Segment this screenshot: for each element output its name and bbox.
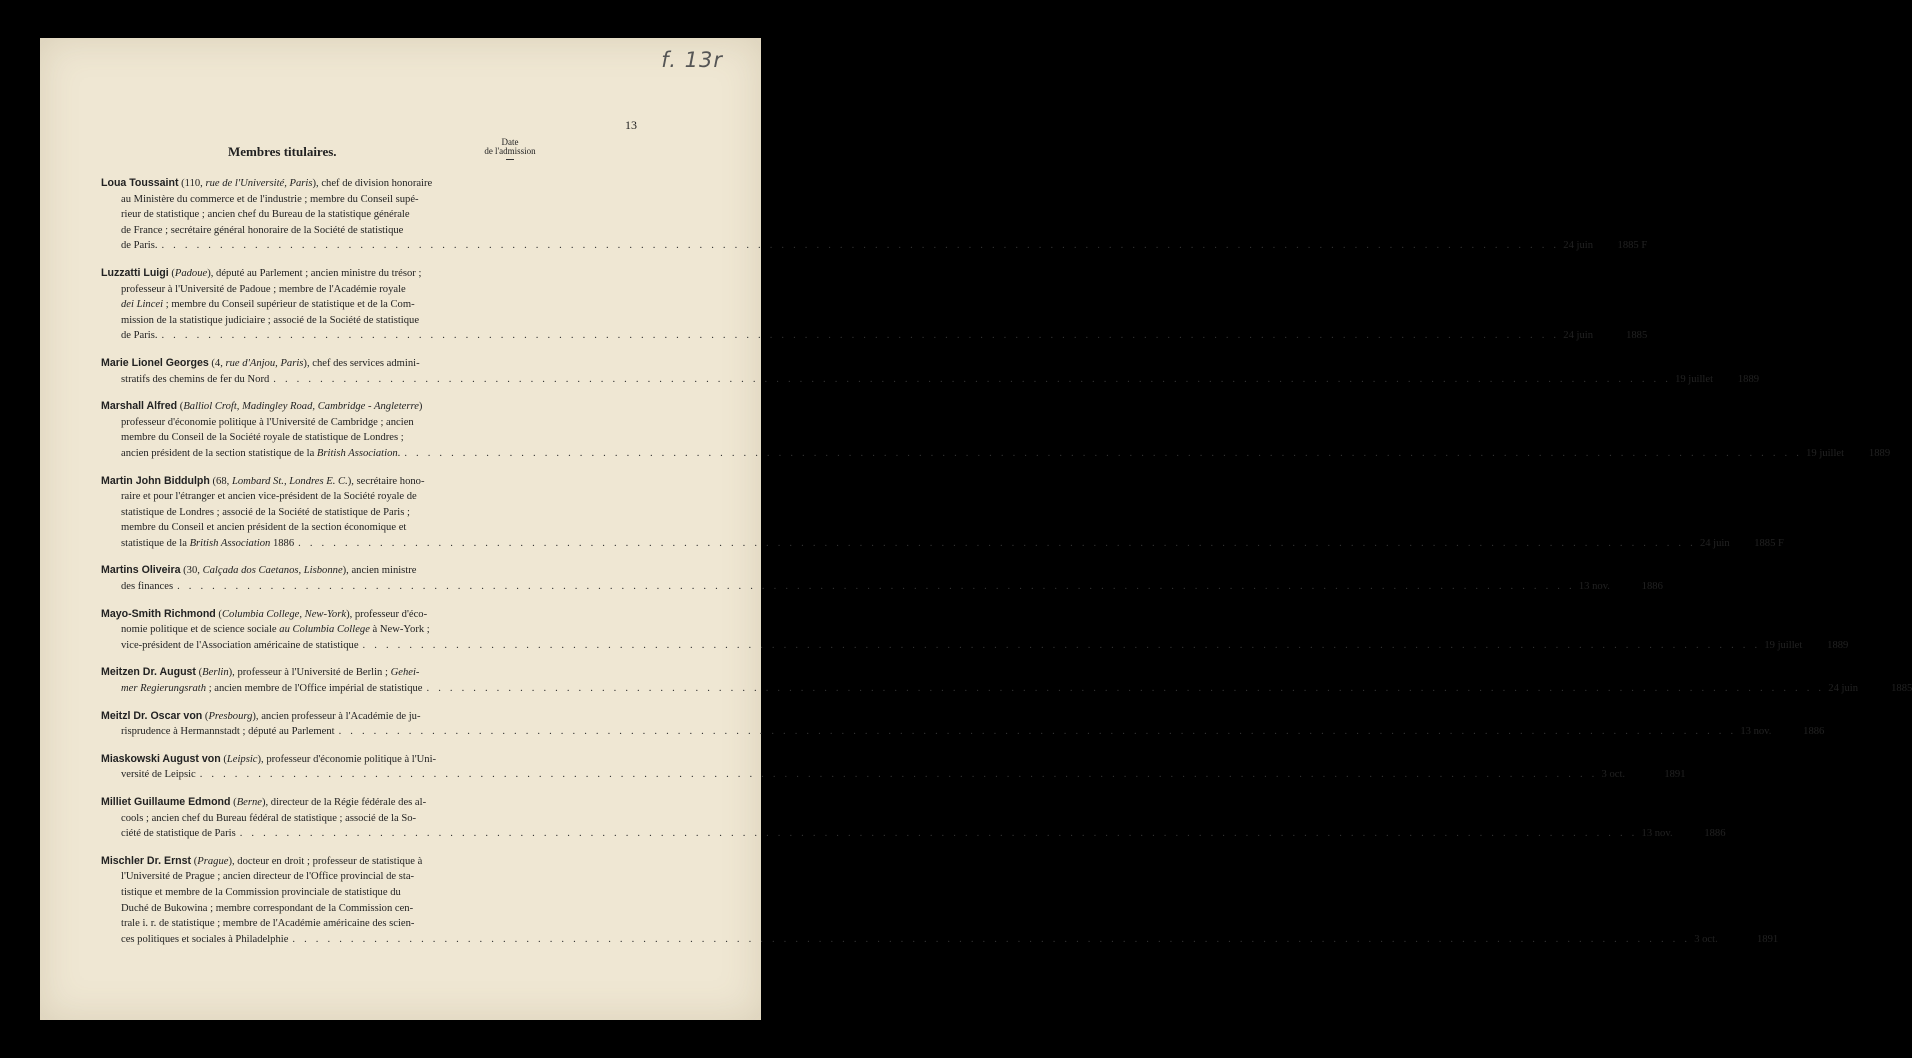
text-run: ; ancien membre de l'Office impérial de statistique: [206, 683, 423, 695]
member-name: Mayo-Smith Richmond: [101, 607, 216, 620]
entry-last-text: [121, 767, 196, 783]
admission-day: 3 oct.: [1694, 933, 1718, 945]
entry-first-line: [101, 665, 561, 681]
leader-dots: . . . . . . . . . . . . . . . . . . . . . . . . . . . . . . . . . . . . . . . . . . . . . . . . . . . . . . . . . . . . . . . . . . . . . . . . . . . . . . . . . . . . . . . . . . . . . . . . . . . . . . . . . . . . . . . . . . . . . . . .: [298, 537, 1696, 549]
text-run: professeur d'économie politique à l'Université de Cambridge ; ancien: [121, 416, 414, 428]
entry-last-text: [121, 446, 400, 462]
entry-line: [101, 916, 561, 932]
text-run: cools ; ancien chef du Bureau fédéral de statistique ; associé de la So-: [121, 812, 417, 824]
entry-line: [101, 207, 561, 223]
text-run: Duché de Bukowina ; membre correspondant de la Commission cen-: [121, 902, 414, 914]
text-run: (: [191, 855, 198, 867]
entry-line: [101, 811, 561, 827]
entry-first-line: [101, 752, 561, 768]
leader-dots: . . . . . . . . . . . . . . . . . . . . . . . . . . . . . . . . . . . . . . . . . . . . . . . . . . . . . . . . . . . . . . . . . . . . . . . . . . . . . . . . . . . . . . . . . . . . . . . . . . . . . . . . . . . . . . . . . . . . . . . .: [177, 581, 1575, 593]
member-entry: [101, 709, 1825, 740]
member-entry: [101, 752, 1686, 783]
text-run: de Paris.: [121, 240, 158, 252]
entry-last-line: [101, 932, 1779, 948]
leader-dots: . . . . . . . . . . . . . . . . . . . . . . . . . . . . . . . . . . . . . . . . . . . . . . . . . . . . . . . . . . . . . . . . . . . . . . . . . . . . . . . . . . . . . . . . . . . . . . . . . . . . . . . . . . . . . . . . . . . . . . . .: [161, 330, 1560, 342]
entry-last-line: [101, 328, 1648, 344]
entry-line: [101, 223, 561, 239]
member-list: [101, 176, 1912, 959]
member-name: Mischler Dr. Ernst: [101, 854, 192, 867]
member-entry: [101, 474, 1784, 552]
leader-dots: . . . . . . . . . . . . . . . . . . . . . . . . . . . . . . . . . . . . . . . . . . . . . . . . . . . . . . . . . . . . . . . . . . . . . . . . . . . . . . . . . . . . . . . . . . . . . . . . . . . . . . . . . . . . . . . . . . . . . . . .: [292, 933, 1691, 945]
admission-year: 1886: [1803, 726, 1825, 738]
entry-last-line: [101, 446, 1891, 462]
admission-year: 1889: [1737, 373, 1760, 385]
text-run: Padoue: [174, 267, 208, 279]
text-run: ces politiques et sociales à Philadelphie: [121, 933, 289, 945]
text-run: (: [202, 710, 209, 722]
text-run: au Ministère du commerce et de l'industrie ; membre du Conseil supé-: [121, 193, 419, 205]
admission-year: 1885 F: [1617, 240, 1648, 252]
member-entry: [101, 266, 1648, 344]
text-run: ancien président de la section statistique de la: [121, 447, 317, 459]
entry-line: [101, 297, 561, 313]
text-run: des finances: [121, 581, 174, 593]
admission-date: [1694, 932, 1778, 948]
text-run: membre du Conseil et ancien président de la section économique et: [121, 522, 407, 534]
member-name: Martins Oliveira: [101, 564, 181, 577]
member-entry: [101, 176, 1648, 254]
entry-last-line: [101, 238, 1648, 254]
admission-day: 24 juin: [1699, 537, 1730, 549]
entry-line: [101, 282, 561, 298]
admission-date: [1740, 724, 1824, 740]
admission-day: 19 juillet: [1806, 447, 1845, 459]
admission-date: [1642, 826, 1726, 842]
text-run: 1886: [270, 537, 295, 549]
text-run: Calçada dos Caetanos, Lisbonne: [202, 565, 343, 577]
text-run: professeur à l'Université de Padoue ; membre de l'Académie royale: [121, 283, 406, 295]
entry-first-line: [101, 795, 561, 811]
admission-day: 13 nov.: [1740, 726, 1772, 738]
text-run: membre du Conseil de la Société royale de statistique de Londres ;: [121, 432, 404, 444]
leader-dots: . . . . . . . . . . . . . . . . . . . . . . . . . . . . . . . . . . . . . . . . . . . . . . . . . . . . . . . . . . . . . . . . . . . . . . . . . . . . . . . . . . . . . . . . . . . . . . . . . . . . . . . . . . . . . . . . . . . . . . . .: [426, 683, 1825, 695]
admission-day: 24 juin: [1828, 683, 1859, 695]
member-name: Luzzatti Luigi: [101, 266, 169, 279]
admission-date: [1675, 372, 1759, 388]
text-run: statistique de la: [121, 537, 190, 549]
entry-last-text: [121, 328, 157, 344]
text-run: tistique et membre de la Commission provinciale de statistique du: [121, 886, 401, 898]
date-header-rule: [506, 159, 514, 160]
leader-dots: . . . . . . . . . . . . . . . . . . . . . . . . . . . . . . . . . . . . . . . . . . . . . . . . . . . . . . . . . . . . . . . . . . . . . . . . . . . . . . . . . . . . . . . . . . . . . . . . . . . . . . . . . . . . . . . . . . . . . . . .: [362, 639, 1761, 651]
entry-first-line: [101, 399, 561, 415]
text-run: mer Regierungsrath: [121, 683, 207, 695]
member-name: Milliet Guillaume Edmond: [101, 796, 231, 808]
entry-line: [101, 415, 561, 431]
member-entry: [101, 795, 1726, 842]
text-run: nomie politique et de science sociale: [121, 624, 280, 636]
entry-last-line: [101, 579, 1663, 595]
text-run: (: [168, 267, 175, 279]
member-name: Marie Lionel Georges: [101, 356, 209, 369]
member-name: Marshall Alfred: [101, 400, 178, 413]
member-entry: [101, 399, 1891, 461]
text-run: ), docteur en droit ; professeur de statistique à: [228, 855, 423, 867]
admission-date: [1806, 446, 1890, 462]
admission-day: 13 nov.: [1578, 581, 1610, 593]
entry-line: [101, 869, 561, 885]
admission-day: 19 juillet: [1675, 373, 1714, 385]
member-entry: [101, 665, 1912, 696]
entry-line: [101, 622, 561, 638]
text-run: au Columbia College: [279, 624, 370, 636]
leader-dots: . . . . . . . . . . . . . . . . . . . . . . . . . . . . . . . . . . . . . . . . . . . . . . . . . . . . . . . . . . . . . . . . . . . . . . . . . . . . . . . . . . . . . . . . . . . . . . . . . . . . . . . . . . . . . . . . . . . . . . . .: [199, 769, 1598, 781]
entry-first-line: [101, 176, 561, 192]
member-name: Loua Toussaint: [101, 177, 179, 189]
date-header-line1: Date: [501, 137, 519, 147]
text-run: de France ; secrétaire général honoraire de la Société de statistique: [121, 224, 404, 236]
text-run: (: [195, 667, 203, 679]
text-run: ), député au Parlement ; ancien ministre du trésor ;: [207, 267, 422, 279]
member-entry: [101, 607, 1849, 654]
leader-dots: . . . . . . . . . . . . . . . . . . . . . . . . . . . . . . . . . . . . . . . . . . . . . . . . . . . . . . . . . . . . . . . . . . . . . . . . . . . . . . . . . . . . . . . . . . . . . . . . . . . . . . . . . . . . . . . . . . . . . . . .: [273, 373, 1672, 385]
entry-last-text: [121, 372, 269, 388]
admission-date: [1602, 767, 1686, 783]
entry-line: [101, 885, 561, 901]
text-run: ), chef des services admini-: [303, 357, 420, 369]
folio-mark: f. 13r: [661, 48, 723, 72]
text-run: ): [418, 401, 423, 413]
text-run: ), professeur d'économie politique à l'Uni-: [257, 753, 437, 765]
admission-year: 1885: [1891, 683, 1912, 695]
text-run: (30,: [180, 565, 203, 577]
entry-last-line: [101, 638, 1849, 654]
admission-day: 3 oct.: [1601, 769, 1626, 781]
text-run: versité de Leipsic: [121, 769, 196, 781]
entry-line: [101, 313, 561, 329]
entry-last-line: [101, 536, 1784, 552]
entry-line: [101, 192, 561, 208]
text-run: de Paris.: [121, 330, 158, 342]
member-name: Martin John Biddulph: [101, 474, 210, 487]
text-run: ), directeur de la Régie fédérale des al-: [261, 797, 427, 808]
text-run: (: [220, 753, 227, 765]
leader-dots: . . . . . . . . . . . . . . . . . . . . . . . . . . . . . . . . . . . . . . . . . . . . . . . . . . . . . . . . . . . . . . . . . . . . . . . . . . . . . . . . . . . . . . . . . . . . . . . . . . . . . . . . . . . . . . . . . . . . . . . .: [404, 447, 1803, 459]
admission-day: 24 juin: [1563, 330, 1593, 342]
text-run: ), secrétaire hono-: [347, 475, 425, 487]
text-run: .: [397, 447, 401, 459]
member-entry: [101, 356, 1760, 387]
admission-day: 13 nov.: [1641, 828, 1673, 840]
admission-year: 1885 F: [1754, 537, 1784, 549]
member-name: Miaskowski August von: [101, 752, 221, 765]
text-run: vice-président de l'Association américaine de statistique: [121, 639, 359, 651]
entry-first-line: [101, 356, 561, 372]
text-run: Leipsic: [226, 753, 258, 765]
member-name: Meitzl Dr. Oscar von: [101, 709, 203, 722]
entry-last-text: [121, 681, 423, 697]
leader-dots: . . . . . . . . . . . . . . . . . . . . . . . . . . . . . . . . . . . . . . . . . . . . . . . . . . . . . . . . . . . . . . . . . . . . . . . . . . . . . . . . . . . . . . . . . . . . . . . . . . . . . . . . . . . . . . . . . . . . . . . .: [338, 726, 1737, 738]
text-run: Presbourg: [208, 710, 253, 722]
admission-date: [1579, 579, 1663, 595]
text-run: trale i. r. de statistique ; membre de l'Académie américaine des scien-: [121, 918, 415, 930]
date-column-header: [470, 138, 550, 160]
text-run: Prague: [197, 855, 229, 867]
entry-first-line: [101, 474, 561, 490]
entry-first-line: [101, 854, 561, 870]
text-run: British Association: [316, 447, 398, 459]
text-run: ), ancien ministre: [342, 565, 417, 577]
text-run: Columbia College, New-York: [221, 608, 347, 620]
entry-line: [101, 505, 561, 521]
entry-line: [101, 520, 561, 536]
text-run: ), ancien professeur à l'Académie de ju-: [252, 710, 421, 722]
text-run: Lombard St., Londres E. C.: [231, 475, 348, 487]
text-run: rieur de statistique ; ancien chef du Bureau de la statistique générale: [121, 209, 410, 221]
entry-first-line: [101, 266, 561, 282]
text-run: (110,: [178, 178, 206, 189]
admission-year: 1886: [1641, 581, 1663, 593]
text-run: l'Université de Prague ; ancien directeur de l'Office provincial de sta-: [121, 871, 415, 883]
text-run: dei Lincei: [121, 299, 164, 311]
text-run: à New-York ;: [369, 624, 430, 636]
text-run: rue d'Anjou, Paris: [225, 357, 304, 369]
text-run: ), chef de division honoraire: [312, 178, 433, 189]
entry-first-line: [101, 709, 561, 725]
admission-year: 1891: [1664, 769, 1686, 781]
text-run: (4,: [208, 357, 226, 369]
entry-last-line: [101, 826, 1726, 842]
text-run: ), professeur d'éco-: [346, 608, 428, 620]
leader-dots: . . . . . . . . . . . . . . . . . . . . . . . . . . . . . . . . . . . . . . . . . . . . . . . . . . . . . . . . . . . . . . . . . . . . . . . . . . . . . . . . . . . . . . . . . . . . . . . . . . . . . . . . . . . . . . . . . . . . . . . .: [161, 240, 1560, 252]
entry-line: [101, 430, 561, 446]
text-run: ciété de statistique de Paris: [121, 828, 236, 840]
text-run: (68,: [209, 475, 232, 487]
text-run: (: [230, 797, 237, 808]
document-page: [40, 38, 1912, 1020]
admission-year: 1885: [1626, 330, 1648, 342]
leader-dots: . . . . . . . . . . . . . . . . . . . . . . . . . . . . . . . . . . . . . . . . . . . . . . . . . . . . . . . . . . . . . . . . . . . . . . . . . . . . . . . . . . . . . . . . . . . . . . . . . . . . . . . . . . . . . . . . . . . . . . . .: [239, 828, 1638, 840]
entry-last-line: [101, 681, 1912, 697]
text-run: Berlin: [202, 667, 229, 679]
text-run: Gehei-: [390, 667, 420, 679]
entry-line: [101, 489, 561, 505]
member-entry: [101, 854, 1779, 948]
admission-year: 1889: [1827, 639, 1849, 651]
text-run: statistique de Londres ; associé de la Société de statistique de Paris ;: [121, 506, 410, 518]
date-header-line2: de l'admission: [484, 146, 536, 156]
entry-last-text: [121, 638, 359, 654]
text-run: rue de l'Université, Paris: [205, 178, 313, 189]
entry-last-line: [101, 724, 1825, 740]
text-run: raire et pour l'étranger et ancien vice-président de la Société royale de: [121, 491, 417, 503]
text-run: British Association: [189, 537, 271, 549]
text-run: ; membre du Conseil supérieur de statistique et de la Com-: [163, 299, 415, 311]
admission-date: [1700, 536, 1784, 552]
text-run: mission de la statistique judiciaire ; associé de la Société de statistique: [121, 314, 420, 326]
entry-first-line: [101, 563, 561, 579]
text-run: ), professeur à l'Université de Berlin ;: [228, 667, 391, 679]
entry-last-text: [121, 536, 294, 552]
entry-last-text: [121, 724, 335, 740]
text-run: Berne: [236, 797, 262, 808]
admission-date: [1828, 681, 1912, 697]
member-entry: [101, 563, 1663, 594]
section-heading: Membres titulaires.: [228, 144, 337, 159]
admission-date: [1563, 328, 1647, 344]
entry-line: [101, 901, 561, 917]
admission-day: 24 juin: [1563, 240, 1593, 252]
entry-last-line: [101, 767, 1686, 783]
text-run: (: [215, 608, 222, 620]
admission-year: 1886: [1704, 828, 1726, 840]
entry-last-text: [121, 579, 173, 595]
entry-last-text: [121, 826, 236, 842]
page-number: 13: [625, 118, 637, 132]
admission-date: [1764, 638, 1848, 654]
member-name: Meitzen Dr. August: [101, 666, 196, 679]
entry-last-line: [101, 372, 1760, 388]
entry-last-text: [121, 932, 288, 948]
text-run: risprudence à Hermannstadt ; député au Parlement: [121, 726, 335, 738]
entry-last-text: [121, 238, 157, 254]
admission-day: 19 juillet: [1764, 639, 1803, 651]
admission-year: 1889: [1868, 447, 1891, 459]
text-run: (: [177, 401, 184, 413]
admission-date: [1563, 238, 1647, 254]
text-run: Balliol Croft, Madingley Road, Cambridge - Angleterre: [183, 401, 419, 413]
text-run: stratifs des chemins de fer du Nord: [121, 373, 270, 385]
entry-first-line: [101, 607, 561, 623]
admission-year: 1891: [1757, 933, 1779, 945]
